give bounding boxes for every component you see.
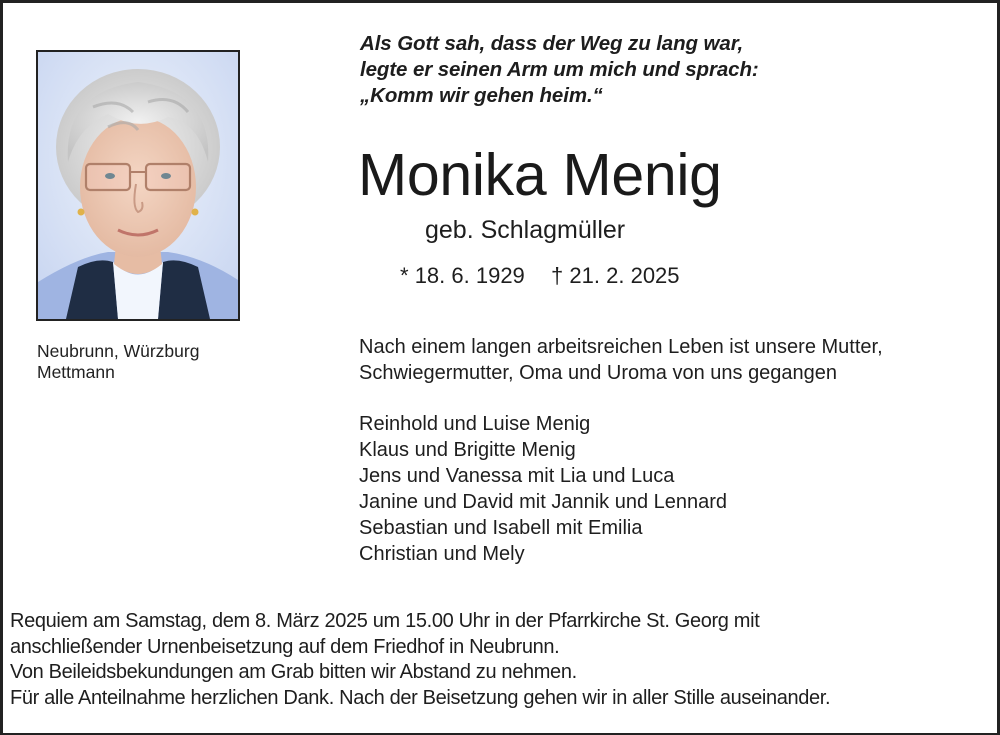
death-date: 21. 2. 2025 [569, 263, 680, 288]
mourner-entry: Christian und Mely [359, 543, 525, 565]
mourner-entry: Jens und Vanessa mit Lia und Luca [359, 465, 675, 487]
portrait-photo-icon [38, 52, 238, 319]
footer-line: Von Beileidsbekundungen am Grab bitten wir Abstand zu nehmen. [10, 661, 577, 683]
portrait-photo [36, 50, 240, 321]
life-dates [400, 261, 680, 291]
mourner-entry: Klaus und Brigitte Menig [359, 439, 576, 461]
birth-star-icon: * [400, 263, 409, 288]
announcement-line: Nach einem langen arbeitsreichen Leben ist unsere Mutter, [359, 336, 883, 358]
place-line: Neubrunn, Würzburg [37, 341, 200, 361]
places-of-residence [37, 341, 199, 383]
birth-date: 18. 6. 1929 [414, 263, 525, 288]
service-details [10, 609, 830, 711]
place-line: Mettmann [37, 362, 115, 382]
quote-line: „Komm wir gehen heim.“ [360, 84, 603, 107]
announcement-text [359, 334, 883, 386]
footer-line: Requiem am Samstag, dem 8. März 2025 um 15.00 Uhr in der Pfarrkirche St. Georg mit [10, 610, 760, 632]
announcement-line: Schwiegermutter, Oma und Uroma von uns gegangen [359, 362, 838, 384]
mourner-entry: Reinhold und Luise Menig [359, 413, 591, 435]
maiden-name: geb. Schlagmüller [425, 216, 626, 244]
quote-line: legte er seinen Arm um mich und sprach: [360, 58, 759, 81]
deceased-name: Monika Menig [358, 142, 722, 208]
quote-verse [360, 31, 759, 109]
death-cross-icon: † [551, 263, 564, 288]
mourner-entry: Sebastian und Isabell mit Emilia [359, 517, 643, 539]
quote-line: Als Gott sah, dass der Weg zu lang war, [360, 32, 744, 55]
footer-line: Für alle Anteilnahme herzlichen Dank. Nach der Beisetzung gehen wir in aller Stille auseinander. [10, 686, 831, 709]
footer-line: anschließender Urnenbeisetzung auf dem Friedhof in Neubrunn. [10, 635, 560, 658]
mourners-list [359, 411, 727, 567]
mourner-entry: Janine und David mit Jannik und Lennard [359, 491, 728, 513]
